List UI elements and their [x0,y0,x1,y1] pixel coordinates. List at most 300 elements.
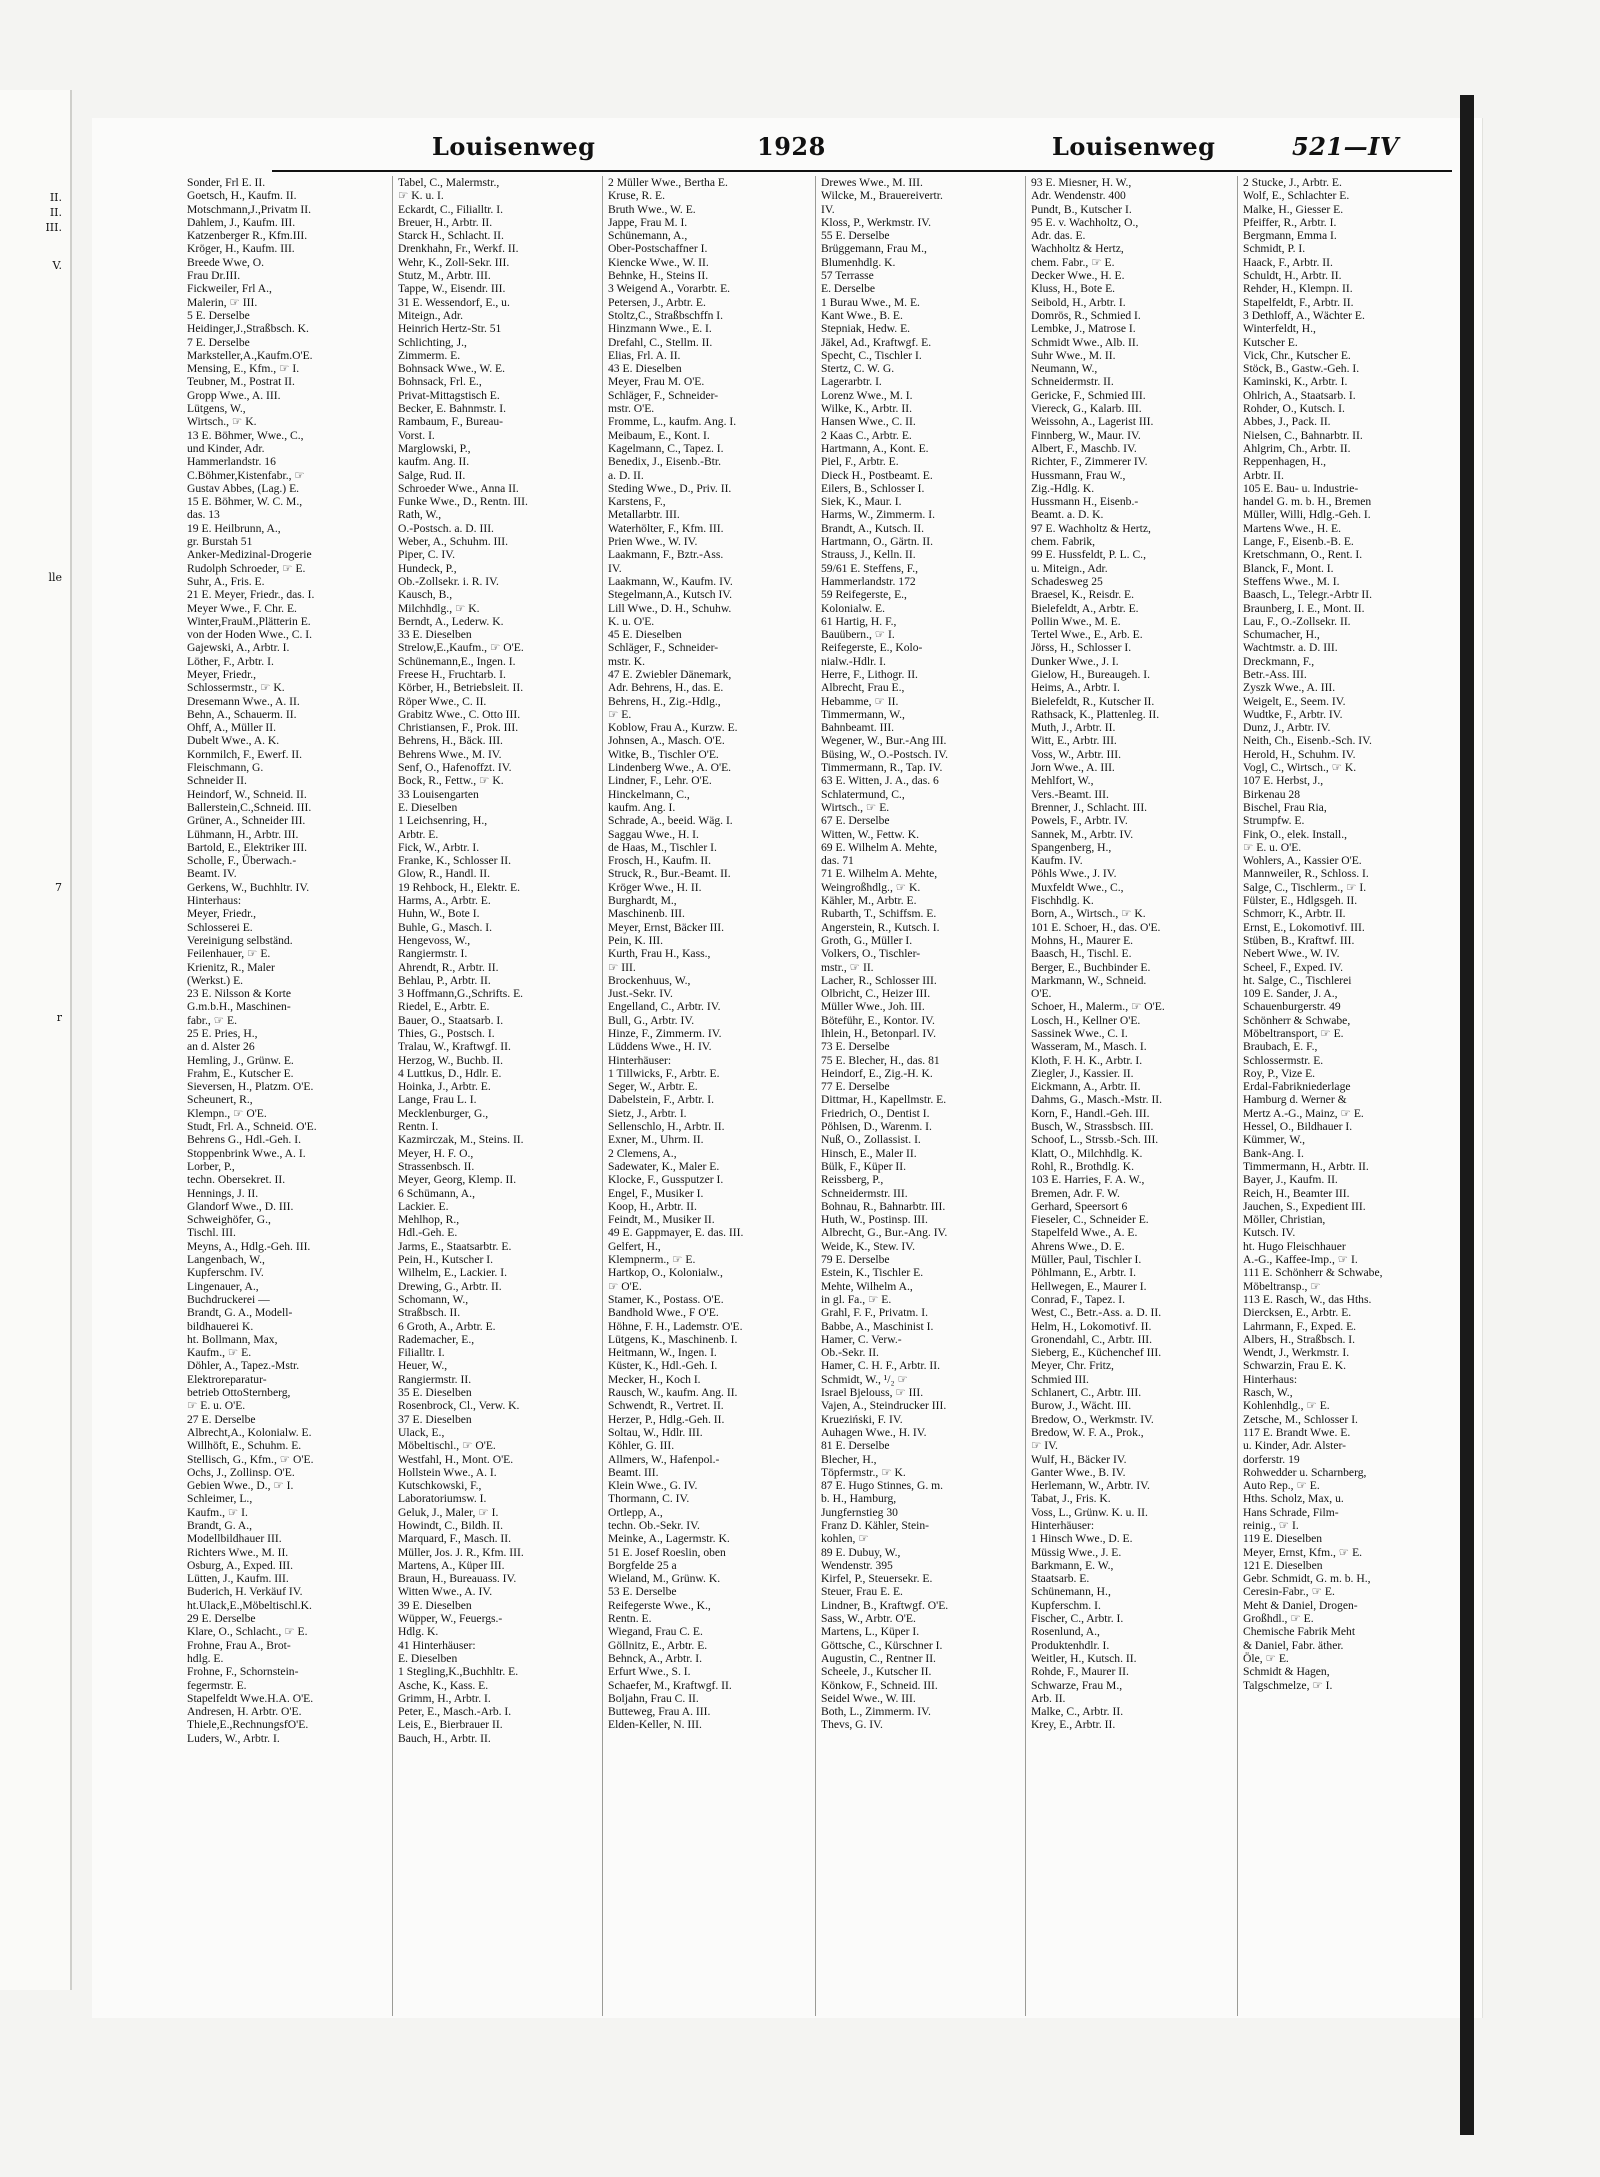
directory-entry: techn. Ob.-Sekr. IV. [608,1518,700,1532]
directory-entry: Kloth, F. H. K., Arbtr. I. [1031,1053,1143,1067]
directory-entry: 25 E. Pries, H., [187,1027,258,1040]
directory-entry: Tischl. III. [187,1226,236,1240]
directory-entry: 93 E. Miesner, H. W., [1031,176,1132,189]
page-header [92,132,1482,172]
directory-entry: Wirtsch., ☞ E. [821,800,890,814]
directory-entry: 27 E. Derselbe [187,1412,256,1426]
directory-entry: Rentn. E. [608,1612,652,1626]
directory-entry: Grahl, F. F., Privatm. I. [821,1306,928,1320]
directory-entry: Rathsack, K., Plattenleg. II. [1031,707,1160,721]
directory-entry: K. u. O'E. [608,614,655,628]
directory-entry: Markmann, W., Schneid. [1031,973,1147,987]
directory-entry: Kaufm. IV. [1031,854,1083,868]
directory-entry: Hundeck, P., [398,561,457,575]
directory-entry: Wehr, K., Zoll-Sekr. III. [398,255,510,269]
directory-entry: Petersen, J., Arbtr. E. [608,295,706,309]
directory-entry: Schoof, L., Strssb.-Sch. III. [1031,1133,1159,1147]
directory-entry: Eilers, B., Schlosser I. [821,481,925,495]
directory-entry: Reifegerste, E., Kolo- [821,641,923,655]
directory-entry: Frohne, F., Schornstein- [187,1665,299,1679]
directory-entry: Sonder, Frl E. II. [187,176,266,189]
directory-entry: mstr., ☞ II. [821,960,874,974]
directory-entry: Stegelmann,A., Kutsch IV. [608,588,733,602]
directory-entry: techn. Obersekret. II. [187,1173,286,1187]
column-1 [187,176,385,2016]
directory-page [92,118,1482,2018]
directory-entry: Wüpper, W., Feuergs.- [398,1612,503,1626]
directory-entry: Baasch, L., Telegr.-Arbtr II. [1243,588,1373,602]
directory-entry: Elektroreparatur- [187,1372,267,1386]
directory-entry: Strelow,E.,Kaufm., ☞ O'E. [398,641,524,655]
directory-entry: Winter,FrauM.,Plätterin E. [187,614,311,628]
directory-entry: Ulack, E., [398,1425,445,1439]
directory-entry: ht.Ulack,E.,Möbeltischl.K. [187,1598,312,1612]
directory-entry: Scheele, J., Kutscher II. [821,1665,932,1679]
directory-entry: 4 Luttkus, D., Hdlr. E. [398,1066,502,1080]
directory-entry: Siek, K., Maur. I. [821,495,902,509]
previous-page-fragment: 7 [55,881,62,894]
directory-entry: A.-G., Kaffee-Imp., ☞ I. [1243,1253,1358,1267]
directory-entry: hdlg. E. [187,1651,224,1665]
directory-entry: Behrens, H., Bäck. III. [398,734,503,748]
directory-entry: Schwendt, R., Vertret. II. [608,1399,724,1413]
directory-entry: Hths. Scholz, Max, u. [1243,1492,1344,1506]
directory-entry: u. Miteign., Adr. [1031,561,1108,575]
previous-page-fragment: V. [52,259,62,272]
directory-entry: Zyszk Wwe., A. III. [1243,681,1336,695]
directory-entry: Meyns, A., Hdlg.-Geh. III. [187,1239,311,1253]
directory-entry: Dunker Wwe., J. I. [1031,654,1119,668]
directory-entry: Vereinigung selbständ. [187,933,293,947]
directory-entry: Borgfelde 25 a [608,1558,677,1572]
directory-entry: 33 Louisengarten [398,787,479,801]
directory-entry: Breuer, H., Arbtr. II. [398,215,493,229]
directory-entry: Meyer, Friedr., [187,907,257,921]
directory-entry: Bauch, H., Arbtr. II. [398,1731,491,1745]
directory-entry: 53 E. Derselbe [608,1585,677,1599]
directory-entry: Kretschmann, O., Rent. I. [1243,548,1363,562]
directory-entry: Reifegerste Wwe., K., [608,1598,711,1612]
directory-entry: Hinterhaus: [1243,1372,1298,1386]
directory-entry: Töpfermstr., ☞ K. [821,1465,906,1479]
column-2 [392,176,596,2016]
directory-entry: Rudolph Schroeder, ☞ E. [187,561,306,575]
directory-entry: ☞ E. u. O'E. [187,1399,246,1413]
directory-entry: Lingenauer, A., [187,1279,259,1293]
directory-entry: Schmidt & Hagen, [1243,1665,1330,1679]
directory-entry: ☞ IV. [1031,1439,1058,1453]
directory-entry: Kröger Wwe., H. II. [608,880,702,894]
directory-entry: Drenkhahn, Fr., Werkf. II. [398,242,519,256]
directory-entry: Bahnbeamt. III. [821,721,895,735]
directory-entry: Müller, Willi, Hdlg.-Geh. I. [1243,508,1371,522]
directory-entry: Lindner, F., Lehr. O'E. [608,774,712,788]
directory-entry: 57 Terrasse [821,269,874,283]
directory-entry: Feilenhauer, ☞ E. [187,947,271,961]
directory-entry: Ballerstein,C.,Schneid. III. [187,800,312,814]
directory-entry: Lühmann, H., Arbtr. III. [187,827,299,841]
directory-entry: Mehte, Wilhelm A., [821,1279,913,1293]
directory-entry: Braubach, E. F., [1243,1040,1318,1054]
directory-entry: Spangenberg, H., [1031,840,1112,854]
directory-entry: Allmers, W., Hafenpol.- [608,1452,720,1466]
directory-entry: Straßbsch. II. [398,1306,461,1320]
directory-entry: Fromme, L., kaufm. Ang. I. [608,415,737,429]
directory-entry: Hdl.-Geh. E. [398,1226,458,1240]
directory-entry: Adr. das. E. [1031,229,1086,243]
directory-entry: Zig.-Hdlg. K. [1031,481,1095,495]
directory-entry: Wilke, K., Arbtr. II. [821,402,912,416]
directory-entry: Göttsche, C., Kürschner I. [821,1638,943,1652]
column-5 [1025,176,1229,2016]
directory-entry: Bock, R., Fettw., ☞ K. [398,774,504,788]
directory-entry: Behlau, P., Arbtr. II. [398,973,491,987]
directory-entry: Steding Wwe., D., Priv. II. [608,481,732,495]
directory-entry: Weitler, H., Kutsch. II. [1031,1651,1137,1665]
directory-entry: Marksteller,A.,Kaufm.O'E. [187,348,313,362]
directory-entry: Lüddens Wwe., H. IV. [608,1040,712,1054]
directory-entry: Pein, H., Kutscher I. [398,1253,493,1267]
directory-entry: 35 E. Dieselben [398,1386,472,1400]
directory-entry: Modellbildhauer III. [187,1532,282,1546]
directory-entry: 1 Hinsch Wwe., D. E. [1031,1532,1133,1546]
directory-entry: Bergmann, Emma I. [1243,229,1337,243]
directory-entry: Köhler, G. III. [608,1439,675,1453]
directory-entry: Schlichting, J., [398,335,467,349]
directory-entry: Reich, H., Beamter III. [1243,1186,1350,1200]
directory-entry: (Werkst.) E. [187,973,244,987]
directory-entry: 67 E. Derselbe [821,814,890,828]
directory-entry: 19 Rehbock, H., Elektr. E. [398,880,521,894]
directory-entry: de Haas, M., Tischler I. [608,840,717,854]
directory-entry: 63 E. Witten, J. A., das. 6 [821,774,939,788]
directory-entry: Grimm, H., Arbtr. I. [398,1691,491,1705]
directory-entry: Bayer, J., Kaufm. II. [1243,1173,1338,1187]
directory-entry: handel G. m. b. H., Bremen [1243,495,1372,509]
directory-entry: Dunz, J., Arbtr. IV. [1243,721,1331,735]
directory-entry: Riedel, E., Arbtr. E. [398,1000,490,1014]
directory-entry: Freese H., Fruchtarb. I. [398,667,506,681]
directory-entry: Dabelstein, F., Arbtr. I. [608,1093,714,1107]
directory-entry: Ob.-Zollsekr. i. R. IV. [398,574,499,588]
directory-entry: Kaufm., ☞ I. [187,1505,248,1519]
directory-entry: Jäkel, Ad., Kraftwgf. E. [821,335,932,349]
directory-entry: Weigelt, E., Seem. IV. [1243,694,1346,708]
directory-entry: Winterfeldt, H., [1243,322,1316,336]
directory-entry: Ceresin-Fabr., ☞ E. [1243,1585,1335,1599]
directory-entry: O.-Postsch. a. D. III. [398,521,494,535]
directory-entry: ☞ K. u. I. [398,189,444,203]
directory-entry: Witt, E., Arbtr. III. [1031,734,1117,748]
directory-entry: Kornmilch, F., Ewerf. II. [187,747,302,761]
directory-entry: Drefahl, C., Stellm. II. [608,335,713,349]
directory-entry: Meyer, Georg, Klemp. II. [398,1173,517,1187]
directory-entry: Engel, F., Musiker I. [608,1186,704,1200]
directory-entry: Stapelfeldt Wwe.H.A. O'E. [187,1691,314,1705]
directory-entry: Helm, H., Lokomotivf. II. [1031,1319,1152,1333]
directory-entry: Neumann, W., [1031,362,1098,376]
directory-entry: Schomann, W., [398,1292,469,1306]
directory-entry: 79 E. Derselbe [821,1253,890,1267]
directory-entry: Schneider II. [187,774,247,788]
directory-entry: Witten Wwe., A. IV. [398,1585,493,1599]
directory-entry: dorferstr. 19 [1243,1452,1300,1466]
directory-entry: Harms, W., Zimmerm. I. [821,508,935,522]
directory-entry: Koblow, Frau A., Kurzw. E. [608,721,738,735]
directory-entry: Meyer, Ernst, Bäcker III. [608,920,725,934]
directory-entry: Hamer, C. Verw.- [821,1332,902,1346]
directory-entry: Bischel, Frau Ria, [1243,800,1327,814]
directory-entry: Böteführ, E., Kontor. IV. [821,1013,935,1027]
directory-entry: Filialltr. I. [398,1346,445,1360]
directory-entry: Bremen, Adr. F. W. [1031,1186,1120,1200]
directory-entry: Scholle, F., Überwach.- [187,854,297,868]
directory-entry: Bandhold Wwe., F O'E. [608,1306,719,1320]
directory-entry: 117 E. Brandt Wwe. E. [1243,1425,1351,1439]
directory-entry: Elden-Keller, N. III. [608,1718,702,1732]
directory-entry: Domrös, R., Schmied I. [1031,308,1141,322]
directory-entry: Stoppenbrink Wwe., A. I. [187,1146,306,1160]
directory-entry: Anker-Medizinal-Drogerie [187,548,312,562]
directory-entry: Jappe, Frau M. I. [608,215,688,229]
directory-entry: Martens, L., Küper I. [821,1625,920,1639]
directory-entry: 61 Hartig, H. F., [821,614,897,628]
directory-entry: das. 71 [821,854,854,868]
directory-entry: Grüner, A., Schneider III. [187,814,306,828]
directory-entry: Lütgens, W., [187,402,246,416]
directory-entry: Dreckmann, F., [1243,654,1315,668]
directory-entry: Hennings, J. II. [187,1186,259,1200]
directory-entry: Sellenschlo, H., Arbtr. II. [608,1120,725,1134]
directory-entry: Heindorf, W., Schneid. II. [187,787,307,801]
directory-entry: Meyer, Friedr., [187,667,257,681]
directory-entry: Drewing, G., Arbtr. II. [398,1279,502,1293]
directory-entry: 1 Tillwicks, F., Arbtr. E. [608,1066,720,1080]
directory-entry: Braunberg, I. E., Mont. II. [1243,601,1365,615]
previous-page-fragment: II. [49,191,62,204]
directory-entry: Ahrens Wwe., D. E. [1031,1239,1125,1253]
directory-entry: 87 E. Hugo Stinnes, G. m. [821,1479,944,1493]
directory-entry: Arbtr. E. [398,827,439,841]
directory-entry: Dahlem, J., Kaufm. III. [187,215,296,229]
directory-entry: Vajen, A., Steindrucker III. [821,1399,947,1413]
directory-entry: Lahrmann, F., Exped. E. [1243,1319,1357,1333]
previous-page-fragment: r [56,1011,62,1024]
directory-entry: von der Hoden Wwe., C. I. [187,628,313,642]
directory-entry: Pfeiffer, R., Arbtr. I. [1243,215,1337,229]
directory-entry: Wachtmstr. a. D. III. [1243,641,1338,655]
directory-entry: Mensing, E., Kfm., ☞ I. [187,362,300,376]
directory-entry: Hans Schrade, Film- [1243,1505,1339,1519]
directory-entry: Rohl, R., Brothdlg. K. [1031,1159,1135,1173]
directory-entry: Tabat, J., Fris. K. [1031,1492,1111,1506]
directory-entry: Ahlgrim, Ch., Arbtr. II. [1243,441,1351,455]
directory-entry: Heinrich Hertz-Str. 51 [398,322,502,336]
directory-entry: Motschmann,J.,Privatm II. [187,202,311,216]
directory-entry: Schmidt, W., ¹/₂ ☞ [821,1372,908,1386]
directory-entry: an d. Alster 26 [187,1040,255,1054]
directory-entry: Lange, F., Eisenb.-B. E. [1243,535,1354,549]
directory-entry: Frahm, E., Kutscher E. [187,1066,294,1080]
directory-entry: Busch, W., Strassbsch. III. [1031,1120,1154,1134]
directory-entry: Rasch, W., [1243,1386,1293,1400]
directory-entry: Müller, Paul, Tischler I. [1031,1253,1142,1267]
directory-entry: kaufm. Ang. I. [608,800,676,814]
directory-entry: Buderich, H. Verkäuf IV. [187,1585,303,1599]
directory-entry: Meyer, Frau M. O'E. [608,375,705,389]
directory-entry: Kazmirczak, M., Steins. II. [398,1133,524,1147]
directory-entry: 105 E. Bau- u. Industrie- [1243,481,1359,495]
directory-entry: Ziegler, J., Kassier. II. [1031,1066,1134,1080]
directory-entry: Privat-Mittagstisch E. [398,388,500,402]
directory-entry: Barkmann, E. W., [1031,1558,1114,1572]
directory-entry: Johnsen, A., Masch. O'E. [608,734,725,748]
directory-entry: Malke, H., Giesser E. [1243,202,1344,216]
directory-entry: Kohlenhdlg., ☞ E. [1243,1399,1330,1413]
directory-entry: Malke, C., Arbtr. II. [1031,1705,1124,1719]
directory-entry: betrieb OttoSternberg, [187,1386,291,1400]
directory-entry: G.m.b.H., Maschinen- [187,1000,291,1014]
directory-entry: Franz D. Kähler, Stein- [821,1518,930,1532]
directory-entry: 119 E. Dieselben [1243,1532,1323,1546]
directory-entry: Herzog, W., Buchb. II. [398,1053,503,1067]
directory-entry: Klare, O., Schlacht., ☞ E. [187,1625,308,1639]
directory-entry: Nebert Wwe., W. IV. [1243,947,1340,961]
directory-entry: Bredow, W. F. A., Prok., [1031,1425,1144,1439]
directory-entry: Friedrich, O., Dentist I. [821,1106,930,1120]
directory-entry: Malerin, ☞ III. [187,295,258,309]
directory-entry: Birkenau 28 [1243,787,1300,801]
directory-entry: Losch, H., Kellner O'E. [1031,1013,1141,1027]
directory-entry: Kaminski, K., Arbtr. I. [1243,375,1348,389]
directory-entry: 47 E. Zwiebler Dänemark, [608,667,732,681]
directory-entry: Stertz, C. W. G. [821,362,895,376]
directory-entry: Pein, K. III. [608,933,664,947]
directory-entry: Herre, F., Lithogr. II. [821,667,918,681]
directory-entry: 2 Stucke, J., Arbtr. E. [1243,176,1342,189]
directory-entry: Volkers, O., Tischler- [821,947,921,961]
directory-entry: Glandorf Wwe., D. III. [187,1199,294,1213]
directory-entry: Lill Wwe., D. H., Schuhw. [608,601,732,615]
directory-entry: Meyer, Ernst, Kfm., ☞ E. [1243,1545,1363,1559]
directory-entry: Meyer, Chr. Fritz, [1031,1359,1114,1373]
directory-entry: Stapelfeldt, F., Arbtr. II. [1243,295,1354,309]
directory-entry: Betr.-Ass. III. [1243,667,1307,681]
directory-entry: Wilcke, M., Brauereivertr. [821,189,943,203]
directory-entry: 77 E. Derselbe [821,1080,890,1094]
directory-entry: a. D. II. [608,468,644,482]
directory-entry: Osburg, A., Exped. III. [187,1558,294,1572]
directory-entry: Fickweiler, Frl A., [187,282,272,296]
directory-entry: Kurth, Frau H., Kass., [608,947,711,961]
directory-entry: Pundt, B., Kutscher I. [1031,202,1132,216]
directory-entry: u. Kinder, Adr. Alster- [1243,1439,1346,1453]
directory-entry: Behrens, H., Zig.-Hdlg., [608,694,721,708]
previous-page-margin [0,90,72,1990]
directory-entry: Augustin, C., Rentner II. [821,1651,936,1665]
directory-entry: Thiele,E.,RechnungsfO'E. [187,1718,309,1732]
directory-entry: Schneidermstr. III. [821,1186,908,1200]
directory-entry: Hussmann H., Eisenb.- [1031,495,1139,509]
page-number: 521—IV [1292,132,1399,161]
directory-entry: Rausch, W., kaufm. Ang. II. [608,1386,738,1400]
directory-entry: Blumenhdlg. K. [821,255,896,269]
directory-entry: 71 E. Wilhelm A. Mehte, [821,867,938,881]
directory-entry: Kluss, H., Bote E. [1031,282,1116,296]
directory-entry: Korn, F., Handl.-Geh. III. [1031,1106,1150,1120]
directory-entry: Scheel, F., Exped. IV. [1243,960,1343,974]
directory-entry: Estein, K., Tischler E. [821,1266,924,1280]
directory-entry: Becker, E. Bahnmstr. I. [398,402,507,416]
street-name-left: Louisenweg [432,132,596,161]
directory-entry: 45 E. Dieselben [608,628,682,642]
directory-entry: Albrecht,A., Kolonialw. E. [187,1425,312,1439]
directory-entry: Wendenstr. 395 [821,1558,893,1572]
directory-entry: Sannek, M., Arbtr. IV. [1031,827,1134,841]
directory-entry: Fleischmann, G. [187,761,264,775]
directory-entry: Hamburg d. Werner & [1243,1093,1347,1107]
directory-entry: Rohwedder u. Scharnberg, [1243,1465,1367,1479]
directory-entry: Bartold, E., Elektriker III. [187,840,308,854]
directory-entry: Bielefeldt, A., Arbtr. E. [1031,601,1139,615]
directory-entry: Rangiermstr. I. [398,947,468,961]
directory-entry: Hartmann, A., Kont. E. [821,441,929,455]
directory-entry: Starck H., Schlacht. II. [398,229,504,243]
directory-entry: Westfahl, H., Mont. O'E. [398,1452,514,1466]
directory-entry: Luders, W., Arbtr. I. [187,1731,280,1745]
directory-entry: Studt, Frl. A., Schneid. O'E. [187,1120,317,1134]
directory-entry: Dahms, G., Masch.-Mstr. II. [1031,1093,1163,1107]
directory-entry: Rangiermstr. II. [398,1372,472,1386]
directory-entry: 6 Groth, A., Arbtr. E. [398,1319,496,1333]
directory-entry: Muth, J., Arbtr. II. [1031,721,1116,735]
directory-entry: Berndt, A., Lederw. K. [398,614,504,628]
directory-entry: Weber, A., Schuhm. III. [398,535,509,549]
directory-entry: Brandt, G. A., Modell- [187,1306,293,1320]
directory-entry: Witten, W., Fettw. K. [821,827,919,841]
directory-entry: Timmermann, W., [821,707,905,721]
directory-entry: ht. Bollmann, Max, [187,1332,278,1346]
directory-entry: Hebamme, ☞ II. [821,694,899,708]
directory-entry: Sadewater, K., Maler E. [608,1159,720,1173]
directory-entry: Schlossermstr. E. [1243,1053,1324,1067]
directory-entry: Suhr, A., Fris. E. [187,574,265,588]
directory-entry: und Kinder, Adr. [187,441,265,455]
directory-entry: Behrens Wwe., M. IV. [398,747,502,761]
directory-entry: Mannweiler, R., Schloss. I. [1243,867,1369,881]
directory-entry: Vick, Chr., Kutscher E. [1243,348,1351,362]
directory-entry: ht. Hugo Fleischhauer [1243,1239,1346,1253]
directory-entry: Exner, M., Uhrm. II. [608,1133,704,1147]
directory-entry: 2 Kaas C., Arbtr. E. [821,428,912,442]
page-edge-shadow [1460,95,1474,2135]
directory-entry: Boljahn, Frau C. II. [608,1691,699,1705]
directory-entry: Bielefeldt, R., Kutscher II. [1031,694,1155,708]
directory-entry: Schlanert, C., Arbtr. III. [1031,1386,1142,1400]
directory-entry: Schwarze, Frau M., [1031,1678,1123,1692]
directory-entry: Beamt. IV. [187,867,237,881]
directory-entry: Jorn Wwe., A. III. [1031,761,1115,775]
directory-entry: E. Dieselben [398,800,458,814]
directory-entry: Bauübern., ☞ I. [821,628,895,642]
directory-entry: 59/61 E. Steffens, F., [821,561,919,575]
directory-entry: Kupferschm. I. [1031,1598,1101,1612]
directory-entry: Elias, Frl. A. II. [608,348,681,362]
directory-entry: Döhler, A., Tapez.-Mstr. [187,1359,300,1373]
directory-entry: b. H., Hamburg, [821,1492,897,1506]
directory-entry: Thies, G., Postsch. I. [398,1027,495,1040]
directory-entry: chem. Fabrik, [1031,535,1096,549]
